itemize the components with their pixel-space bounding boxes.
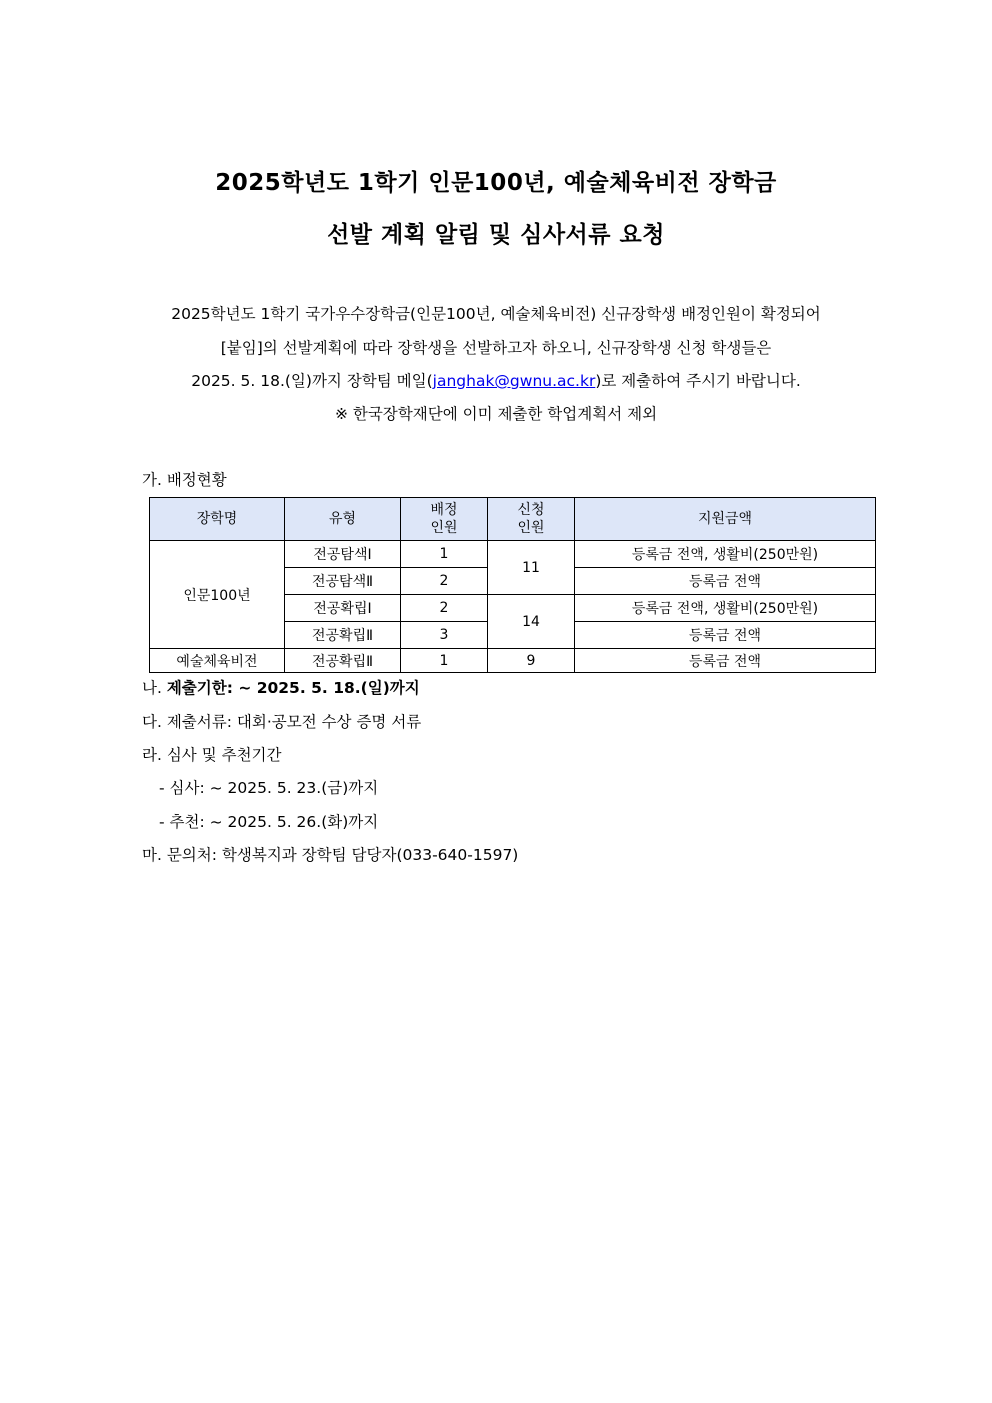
cell-allocated: 1 (401, 541, 488, 568)
cell-scholarship-arts-sports: 예술체육비전 (150, 649, 285, 673)
cell-support: 등록금 전액, 생활비(250만원) (575, 541, 876, 568)
cell-support: 등록금 전액 (575, 568, 876, 595)
table-header-row (150, 498, 876, 541)
section-deadline (142, 678, 420, 698)
table-row (150, 541, 876, 568)
header-applied-line2: 인원 (517, 520, 545, 536)
header-type: 유형 (285, 498, 401, 541)
cell-type: 전공탐색Ⅰ (285, 541, 401, 568)
section-deadline-text: 제출기한: ~ 2025. 5. 18.(일)까지 (166, 679, 420, 697)
section-documents: 다. 제출서류: 대회·공모전 수상 증명 서류 (142, 713, 422, 731)
cell-type: 전공확립Ⅰ (285, 595, 401, 622)
header-allocated-line1: 배정 (430, 502, 458, 518)
intro-line3-prefix: 2025. 5. 18.(일)까지 장학팀 메일( (191, 372, 433, 390)
cell-support: 등록금 전액 (575, 649, 876, 673)
cell-applied: 9 (488, 649, 575, 673)
document-title-line1: 2025학년도 1학기 인문100년, 예술체육비전 장학금 (215, 170, 777, 196)
header-applied (488, 498, 575, 541)
allocation-table (149, 497, 876, 673)
table-row (150, 649, 876, 673)
section-deadline-prefix: 나. (142, 679, 167, 697)
header-scholarship-name: 장학명 (150, 498, 285, 541)
cell-scholarship-humanities: 인문100년 (150, 541, 285, 649)
header-support-amount: 지원금액 (575, 498, 876, 541)
review-deadline-item: - 심사: ~ 2025. 5. 23.(금)까지 (159, 779, 379, 797)
section-review-period: 라. 심사 및 추천기간 (142, 746, 282, 764)
document-title-line2: 선발 계획 알림 및 심사서류 요청 (327, 222, 665, 248)
intro-line2: [붙임]의 선발계획에 따라 장학생을 선발하고자 하오니, 신규장학생 신청 학생들은 (220, 339, 772, 357)
header-allocated-line2: 인원 (430, 520, 458, 536)
cell-applied: 14 (488, 595, 575, 649)
recommend-deadline-item: - 추천: ~ 2025. 5. 26.(화)까지 (159, 813, 379, 831)
header-allocated (401, 498, 488, 541)
email-link[interactable]: janghak@gwnu.ac.kr (432, 372, 596, 390)
intro-line3 (0, 371, 992, 391)
cell-type: 전공확립Ⅱ (285, 649, 401, 673)
intro-note: ※ 한국장학재단에 이미 제출한 학업계획서 제외 (334, 405, 658, 423)
cell-applied: 11 (488, 541, 575, 595)
cell-allocated: 1 (401, 649, 488, 673)
cell-allocated: 3 (401, 622, 488, 649)
section-allocation-label: 가. 배정현황 (142, 471, 227, 489)
cell-allocated: 2 (401, 595, 488, 622)
cell-support: 등록금 전액, 생활비(250만원) (575, 595, 876, 622)
cell-type: 전공탐색Ⅱ (285, 568, 401, 595)
cell-support: 등록금 전액 (575, 622, 876, 649)
section-contact: 마. 문의처: 학생복지과 장학팀 담당자(033-640-1597) (142, 846, 519, 864)
header-applied-line1: 신청 (517, 502, 545, 518)
cell-type: 전공확립Ⅱ (285, 622, 401, 649)
intro-line1: 2025학년도 1학기 국가우수장학금(인문100년, 예술체육비전) 신규장학생 배정인원이 확정되어 (171, 305, 821, 323)
intro-line3-suffix: )로 제출하여 주시기 바랍니다. (595, 372, 801, 390)
cell-allocated: 2 (401, 568, 488, 595)
